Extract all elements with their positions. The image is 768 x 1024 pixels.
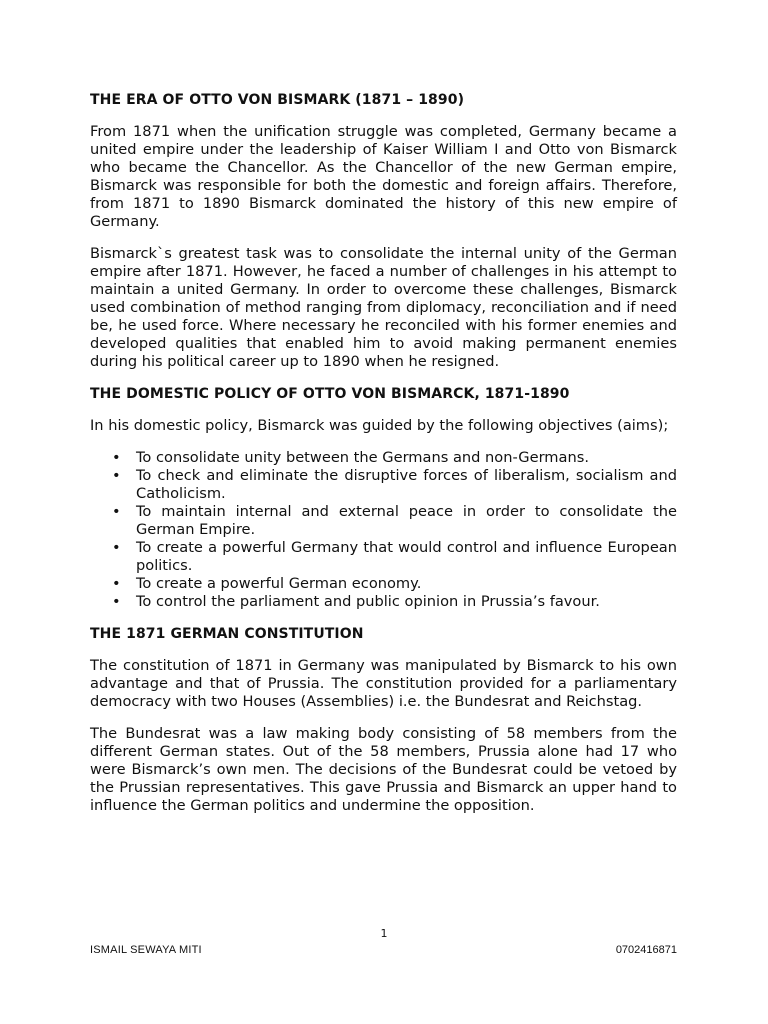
document-body bbox=[90, 91, 677, 829]
bullet-icon: • bbox=[112, 575, 121, 592]
paragraph-domestic-intro: In his domestic policy, Bismarck was guided by the following objectives (aims); bbox=[90, 417, 669, 434]
list-item-text: To create a powerful German economy. bbox=[136, 575, 422, 592]
list-item bbox=[90, 449, 677, 467]
footer-phone: 0702416871 bbox=[615, 944, 677, 956]
list-item bbox=[90, 593, 677, 611]
objectives-list bbox=[90, 449, 677, 611]
list-item bbox=[90, 503, 677, 539]
page-number: 1 bbox=[380, 927, 388, 940]
list-item-text: To check and eliminate the disruptive forces of liberalism, socialism and Catholicism. bbox=[136, 467, 677, 502]
bullet-icon: • bbox=[112, 449, 121, 466]
paragraph-constitution-intro: The constitution of 1871 in Germany was manipulated by Bismarck to his own advantage and that of Prussia. The constitution provided for a parliamentary democracy with two Houses (Assemblies) i.e. the Bundesrat and Reichstag. bbox=[90, 657, 677, 710]
list-item-text: To consolidate unity between the Germans and non-Germans. bbox=[136, 449, 589, 466]
list-item bbox=[90, 575, 677, 593]
section-heading-constitution: THE 1871 GERMAN CONSTITUTION bbox=[90, 626, 364, 642]
section-heading-domestic-policy: THE DOMESTIC POLICY OF OTTO VON BISMARCK, 1871-1890 bbox=[90, 386, 570, 402]
bullet-icon: • bbox=[112, 503, 121, 520]
list-item-text: To create a powerful Germany that would control and influence European politics. bbox=[136, 539, 677, 574]
list-item-text: To maintain internal and external peace in order to consolidate the German Empire. bbox=[136, 503, 677, 538]
footer-author: ISMAIL SEWAYA MITI bbox=[90, 944, 202, 956]
paragraph-era-intro: From 1871 when the unification struggle was completed, Germany became a united empire under the leadership of Kaiser William I and Otto von Bismarck who became the Chancellor. As the Chancellor of the new German empire, Bismarck was responsible for both the domestic and foreign affairs. Therefore, from 1871 to 1890 Bismarck dominated the history of this new empire of Germany. bbox=[90, 123, 677, 230]
list-item-text: To control the parliament and public opinion in Prussia’s favour. bbox=[136, 593, 600, 610]
bullet-icon: • bbox=[112, 539, 121, 556]
paragraph-era-task: Bismarck`s greatest task was to consolidate the internal unity of the German empire after 1871. However, he faced a number of challenges in his attempt to maintain a united Germany. In order to overcome these challenges, Bismarck used combination of method ranging from diplomacy, reconciliation and if need be, he used force. Where necessary he reconciled with his former enemies and developed qualities that enabled him to avoid making permanent enemies during his political career up to 1890 when he resigned. bbox=[90, 245, 677, 370]
section-heading-era: THE ERA OF OTTO VON BISMARK (1871 – 1890) bbox=[90, 92, 465, 108]
bullet-icon: • bbox=[112, 467, 121, 484]
list-item bbox=[90, 539, 677, 575]
paragraph-bundesrat: The Bundesrat was a law making body consisting of 58 members from the different German states. Out of the 58 members, Prussia alone had 17 who were Bismarck’s own men. The decisions of the Bundesrat could be vetoed by the Prussian representatives. This gave Prussia and Bismarck an upper hand to influence the German politics and undermine the opposition. bbox=[90, 725, 677, 814]
list-item bbox=[90, 467, 677, 503]
bullet-icon: • bbox=[112, 593, 121, 610]
